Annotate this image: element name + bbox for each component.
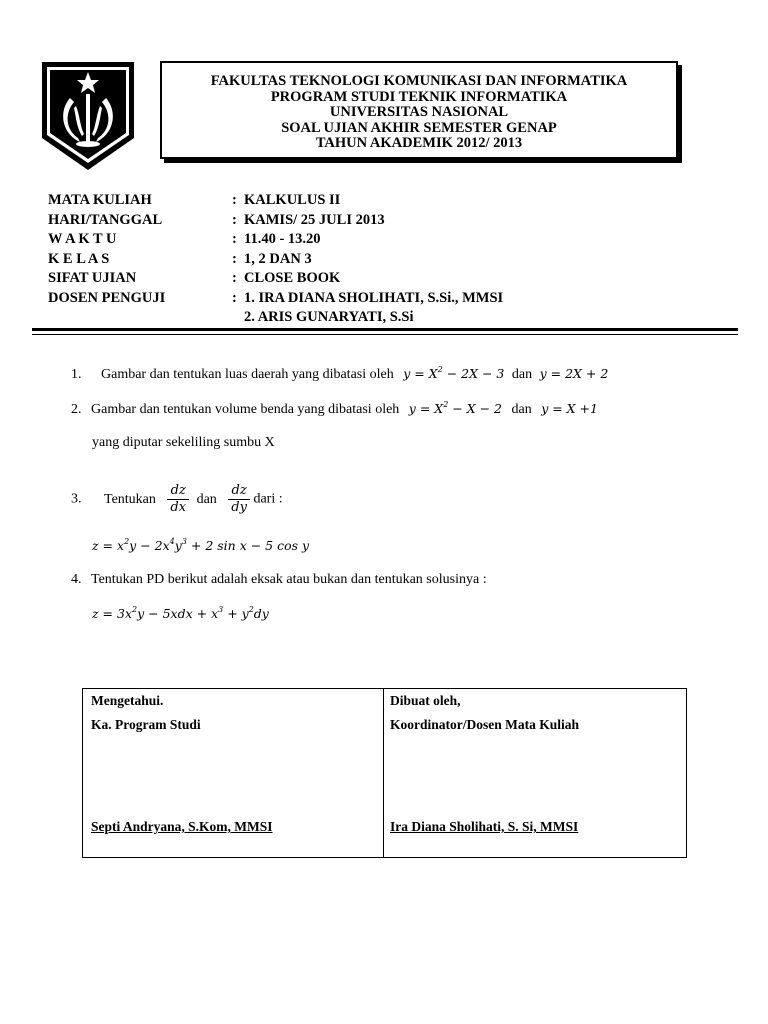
info-colon: : <box>232 211 237 228</box>
info-label: DOSEN PENGUJI <box>48 289 166 306</box>
divider-thick <box>32 328 738 331</box>
conjunction: dan <box>511 402 532 417</box>
question-number: 4. <box>71 572 82 587</box>
exam-title: SOAL UJIAN AKHIR SEMESTER GENAP <box>281 119 557 136</box>
info-colon: : <box>232 250 237 267</box>
university-name: UNIVERSITAS NASIONAL <box>329 104 509 120</box>
info-value: 2. ARIS GUNARYATI, S.Si <box>244 309 414 325</box>
question-number: 3. <box>71 491 82 507</box>
coordinator-label: Koordinator/Dosen Mata Kuliah <box>390 717 580 732</box>
question-number: 2. <box>71 402 82 417</box>
info-colon: : <box>232 289 237 306</box>
question-2 <box>71 400 598 418</box>
info-value: 1. IRA DIANA SHOLIHATI, S.Si., MMSI <box>244 289 504 306</box>
question-text: Gambar dan tentukan volume benda yang dibatasi oleh <box>91 402 400 417</box>
info-value: KAMIS/ 25 JULI 2013 <box>244 211 385 228</box>
table-divider <box>383 689 384 857</box>
faculty-name: FAKULTAS TEKNOLOGI KOMUNIKASI DAN INFORMATIKA <box>210 73 628 89</box>
academic-year: TAHUN AKADEMIK 2012/ 2013 <box>315 135 523 151</box>
info-colon: : <box>232 192 237 208</box>
equation: $y = X^2 - 2X - 3$ <box>403 365 505 381</box>
equation-4: $z = 3x^2y - 5xdx + x^3 + y^2dy$ <box>92 605 269 621</box>
university-logo <box>40 60 136 172</box>
head-of-program-name: Septi Andryana, S.Kom, MMSI <box>91 819 273 834</box>
info-colon: : <box>232 231 237 247</box>
prepared-by-label: Dibuat oleh, <box>390 693 461 708</box>
conjunction: dan <box>196 491 217 507</box>
info-label: K E L A S <box>48 250 110 267</box>
university-emblem-icon <box>40 60 136 172</box>
question-text: Tentukan PD berikut adalah eksak atau bukan dan tentukan solusinya : <box>91 572 487 587</box>
info-label: MATA KULIAH <box>48 192 152 208</box>
question-1 <box>71 365 608 383</box>
info-label: W A K T U <box>48 231 117 247</box>
info-label: HARI/TANGGAL <box>48 211 163 228</box>
equation-3: $z = x^2y - 2x^4y^3 + 2$ sin x − 5 cos y <box>92 537 310 553</box>
signature-table <box>82 688 687 858</box>
question-tail: dari : <box>253 491 283 507</box>
info-value: CLOSE BOOK <box>244 270 341 286</box>
question-text: Tentukan <box>104 491 156 507</box>
equation: y = X +1 <box>541 401 598 416</box>
fraction-dz-dx: $\frac{dz}{dx}$ <box>167 484 189 515</box>
divider-thin <box>32 334 738 335</box>
info-value: 11.40 - 13.20 <box>244 231 321 247</box>
study-program: PROGRAM STUDI TEKNIK INFORMATIKA <box>270 88 568 105</box>
head-of-program-label: Ka. Program Studi <box>91 717 201 732</box>
question-2-continuation: yang diputar sekeliling sumbu X <box>92 435 275 450</box>
equation: y = 2X + 2 <box>539 366 609 381</box>
exam-header <box>160 61 678 159</box>
info-label: SIFAT UJIAN <box>48 270 137 286</box>
fraction-dz-dy: $\frac{dz}{dy}$ <box>228 484 250 515</box>
question-number: 1. <box>71 367 82 382</box>
conjunction: dan <box>511 367 533 382</box>
equation: $y = X^2 - X - 2$ <box>408 400 502 416</box>
coordinator-name: Ira Diana Sholihati, S. Si, MMSI <box>390 819 579 834</box>
info-value: KALKULUS II <box>244 192 341 208</box>
acknowledged-label: Mengetahui. <box>91 693 164 708</box>
info-colon: : <box>232 270 237 286</box>
question-4 <box>71 572 487 588</box>
info-value: 1, 2 DAN 3 <box>244 250 312 267</box>
question-3 <box>71 484 283 515</box>
question-text: Gambar dan tentukan luas daerah yang dibatasi oleh <box>101 367 394 382</box>
